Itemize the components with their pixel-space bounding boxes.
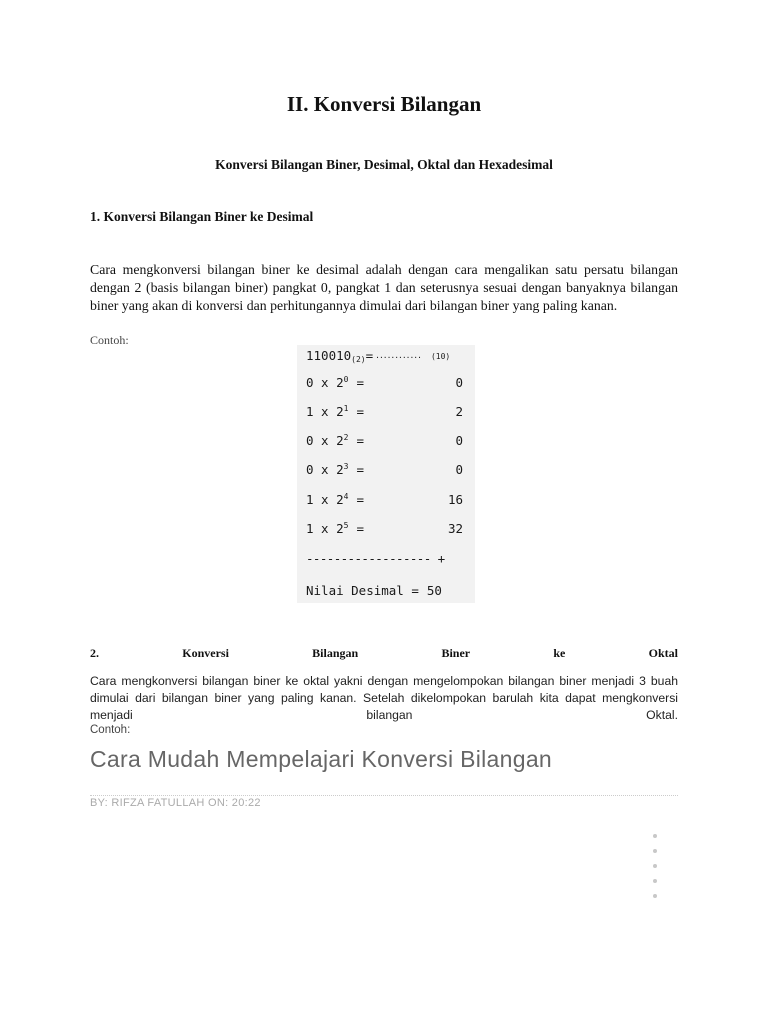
example-total-value: 50: [426, 583, 442, 598]
blog-post-heading: Cara Mudah Mempelajari Konversi Bilangan: [90, 746, 553, 772]
example-row-expression: [306, 404, 364, 419]
row-equals: =: [356, 433, 364, 448]
section2-heading-word: Konversi: [182, 646, 229, 660]
row-multiplier: 1 x 2: [306, 404, 344, 419]
section2-heading-word: ke: [553, 646, 566, 660]
row-exponent: 0: [343, 375, 349, 384]
section2-heading-word: Bilangan: [312, 646, 359, 660]
byline-divider: [90, 795, 678, 796]
row-multiplier: 0 x 2: [306, 433, 344, 448]
row-exponent: 3: [343, 462, 349, 471]
example-binary-number: 110010: [306, 348, 352, 363]
example-row-expression: [306, 492, 364, 507]
example-row-value: 2: [455, 404, 463, 419]
example-row-value: 0: [455, 462, 463, 477]
section2-heading-word: 2.: [90, 646, 99, 660]
example-row-expression: [306, 375, 364, 390]
binary-to-decimal-example: [297, 345, 475, 603]
section1-paragraph: Cara mengkonversi bilangan biner ke desimal adalah dengan cara mengalikan satu persatu bilangan dengan 2 (basis bilangan biner) pangkat 0, pangkat 1 dan seterusnya sesuai dengan banyaknya bilangan biner yang akan di konversi dan perhitungannya dimulai dari bilangan biner yang paling kanan.: [90, 262, 678, 313]
row-equals: =: [356, 492, 364, 507]
row-exponent: 4: [343, 492, 349, 501]
row-multiplier: 1 x 2: [306, 492, 344, 507]
example-total-row: [306, 583, 442, 598]
row-equals: =: [356, 462, 364, 477]
example-result-base: (10): [430, 352, 451, 361]
example-header-dots: ............: [375, 351, 421, 360]
section2-example-label: Contoh:: [90, 724, 131, 736]
example-row-expression: [306, 433, 364, 448]
page-title: II. Konversi Bilangan: [286, 92, 482, 116]
example-row-expression: [306, 462, 364, 477]
vertical-dots-icon: [653, 834, 661, 909]
row-multiplier: 1 x 2: [306, 521, 344, 536]
row-multiplier: 0 x 2: [306, 462, 344, 477]
example-row-value: 32: [447, 521, 463, 536]
section2-paragraph: Cara mengkonversi bilangan biner ke oktal yakni dengan mengelompokan bilangan biner menjadi 3 buah dimulai dari bilangan biner yang paling kanan. Setelah dikelompokan barulah kita dapat mengkonversi menjadi bilangan Oktal.: [90, 674, 678, 722]
section1-heading: 1. Konversi Bilangan Biner ke Desimal: [90, 209, 314, 224]
example-row-expression: [306, 521, 364, 536]
section2-heading: [90, 646, 678, 661]
row-exponent: 5: [343, 521, 349, 530]
row-equals: =: [356, 404, 364, 419]
example-separator: ------------------ +: [306, 551, 445, 566]
example-header-equals: =: [365, 348, 374, 363]
blog-byline: BY: RIFZA FATULLAH ON: 20:22: [90, 797, 261, 809]
example-row-value: 0: [455, 433, 463, 448]
example-row-value: 16: [447, 492, 463, 507]
row-multiplier: 0 x 2: [306, 375, 344, 390]
example-total-label: Nilai Desimal =: [306, 583, 419, 598]
example-row-value: 0: [455, 375, 463, 390]
page-subtitle: Konversi Bilangan Biner, Desimal, Oktal dan Hexadesimal: [215, 157, 553, 172]
row-equals: =: [356, 375, 364, 390]
section1-example-label: Contoh:: [90, 333, 129, 347]
example-binary-base: (2): [351, 355, 366, 364]
section2-heading-word: Biner: [441, 646, 471, 660]
row-exponent: 1: [343, 404, 349, 413]
section2-heading-word: Oktal: [648, 646, 678, 660]
row-equals: =: [356, 521, 364, 536]
example-header: [306, 348, 450, 364]
row-exponent: 2: [343, 433, 349, 442]
